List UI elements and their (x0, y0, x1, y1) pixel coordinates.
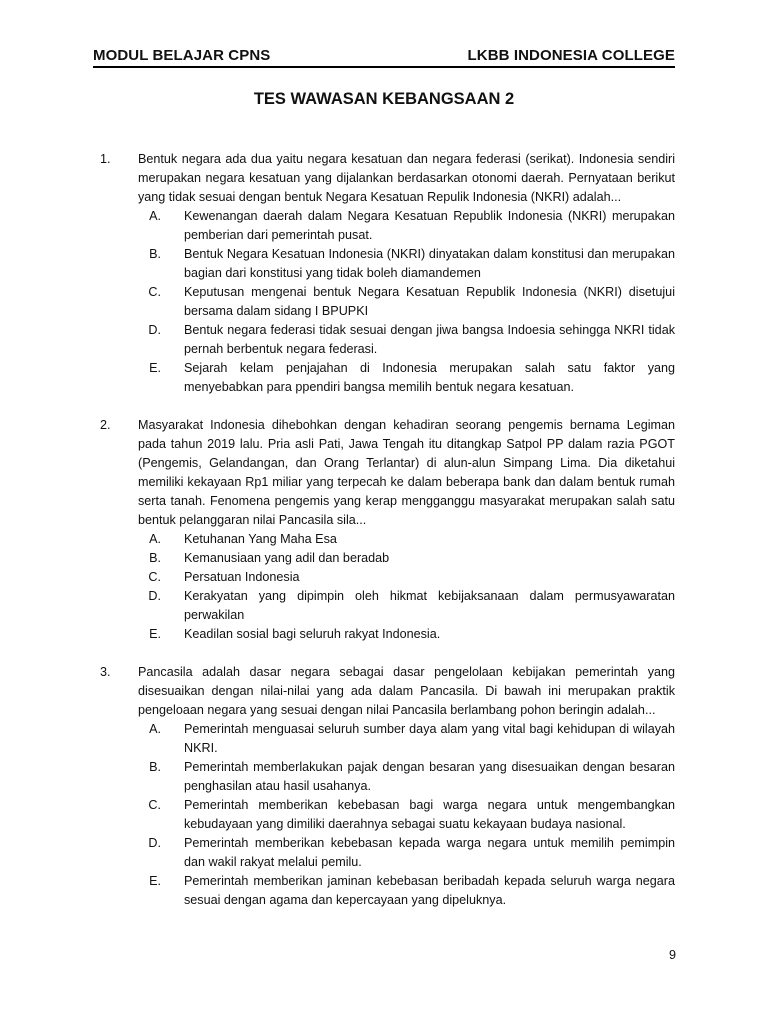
option-letter: A. (149, 722, 161, 736)
page-header (93, 44, 675, 68)
question-text: Masyarakat Indonesia dihebohkan dengan kehadiran seorang pengemis bernama Legiman pada tahun 2019 lalu. Pria asli Pati, Jawa Tengah itu ditangkap Satpol PP dalam razia PGOT (Pengemis, Gelandangan, dan Orang Terlantar) di alun-alun Simpang Lima. Dia diketahui memiliki kekayaan Rp1 miliar yang terpecah ke dalam beberapa bank dan dalam bentuk rumah serta tanah. Fenomena pengemis yang kerap mengganggu masyarakat merupakan salah satu bentuk pelanggaran nilai Pancasila sila... (138, 418, 675, 527)
option-a (138, 720, 675, 758)
option-letter: B. (149, 551, 161, 565)
option-letter: B. (149, 760, 161, 774)
option-text: Keadilan sosial bagi seluruh rakyat Indonesia. (184, 627, 441, 641)
option-letter: D. (148, 589, 161, 603)
option-d (138, 587, 675, 625)
option-list (138, 207, 675, 397)
option-letter: C. (148, 570, 161, 584)
question-text: Pancasila adalah dasar negara sebagai dasar pengelolaan kebijakan pemerintah yang disesuaikan dengan nilai-nilai yang ada dalam Pancasila. Di bawah ini merupakan praktik pengeloaan negara yang sesuai dengan nilai Pancasila berlambang pohon beringin adalah... (138, 665, 675, 717)
option-text: Kewenangan daerah dalam Negara Kesatuan Republik Indonesia (NKRI) merupakan pemberian dari pemerintah pusat. (184, 209, 675, 242)
option-text: Keputusan mengenai bentuk Negara Kesatuan Republik Indonesia (NKRI) disetujui bersama dalam sidang I BPUPKI (184, 285, 675, 318)
option-a (138, 207, 675, 245)
question-body (138, 416, 675, 644)
option-text: Pemerintah memberikan kebebasan bagi warga negara untuk mengembangkan kebudayaan yang dimiliki daerahnya sebagai suatu kekayaan budaya nasional. (184, 798, 675, 831)
question-body (138, 663, 675, 910)
option-letter: C. (148, 285, 161, 299)
option-text: Pemerintah memberikan jaminan kebebasan beribadah kepada seluruh warga negara sesuai dengan agama dan kepercayaan yang dipeluknya. (184, 874, 675, 907)
option-c (138, 568, 675, 587)
option-text: Bentuk negara federasi tidak sesuai dengan jiwa bangsa Indoesia sehingga NKRI tidak pernah berbentuk negara federasi. (184, 323, 675, 356)
header-left-title: MODUL BELAJAR CPNS (93, 47, 271, 64)
option-list (138, 720, 675, 910)
option-b (138, 549, 675, 568)
option-letter: B. (149, 247, 161, 261)
question-number: 3. (100, 665, 111, 679)
option-text: Bentuk Negara Kesatuan Indonesia (NKRI) dinyatakan dalam konstitusi dan merupakan bagian dari konstitusi yang tidak boleh diamandemen (184, 247, 675, 280)
option-c (138, 283, 675, 321)
option-text: Pemerintah memberikan kebebasan kepada warga negara untuk memilih pemimpin dan wakil rakyat melalui pemilu. (184, 836, 675, 869)
option-text: Sejarah kelam penjajahan di Indonesia merupakan salah satu faktor yang menyebabkan para ppendiri bangsa memilih bentuk negara kesatuan. (184, 361, 675, 394)
question-1 (100, 150, 675, 397)
option-text: Persatuan Indonesia (184, 570, 300, 584)
option-e (138, 359, 675, 397)
option-letter: E. (149, 361, 161, 375)
option-text: Pemerintah memberlakukan pajak dengan besaran yang disesuaikan dengan besaran penghasilan atau hasil usahanya. (184, 760, 675, 793)
option-c (138, 796, 675, 834)
question-3 (100, 663, 675, 910)
option-text: Kerakyatan yang dipimpin oleh hikmat kebijaksanaan dalam permusyawaratan perwakilan (184, 589, 675, 622)
option-text: Ketuhanan Yang Maha Esa (184, 532, 337, 546)
option-text: Pemerintah menguasai seluruh sumber daya alam yang vital bagi kehidupan di wilayah NKRI. (184, 722, 675, 755)
option-letter: A. (149, 209, 161, 223)
option-d (138, 321, 675, 359)
option-letter: C. (148, 798, 161, 812)
option-list (138, 530, 675, 644)
option-letter: E. (149, 627, 161, 641)
option-letter: D. (148, 323, 161, 337)
page-title: TES WAWASAN KEBANGSAAN 2 (253, 90, 515, 108)
option-text: Kemanusiaan yang adil dan beradab (184, 551, 390, 565)
question-number: 2. (100, 418, 111, 432)
option-letter: A. (149, 532, 161, 546)
question-number: 1. (100, 152, 111, 166)
option-e (138, 872, 675, 910)
option-b (138, 758, 675, 796)
option-letter: E. (149, 874, 161, 888)
header-right-title: LKBB INDONESIA COLLEGE (467, 47, 675, 64)
option-d (138, 834, 675, 872)
question-list (100, 150, 675, 929)
option-b (138, 245, 675, 283)
option-e (138, 625, 675, 644)
question-text: Bentuk negara ada dua yaitu negara kesatuan dan negara federasi (serikat). Indonesia sendiri merupakan negara kesatuan yang dijalankan berdasarkan otonomi daerah. Pernyataan berikut yang tidak sesuai dengan bentuk Negara Kesatuan Repulik Indonesia (NKRI) adalah... (138, 152, 675, 204)
question-2 (100, 416, 675, 644)
page-number: 9 (668, 948, 676, 962)
option-a (138, 530, 675, 549)
question-body (138, 150, 675, 397)
option-letter: D. (148, 836, 161, 850)
